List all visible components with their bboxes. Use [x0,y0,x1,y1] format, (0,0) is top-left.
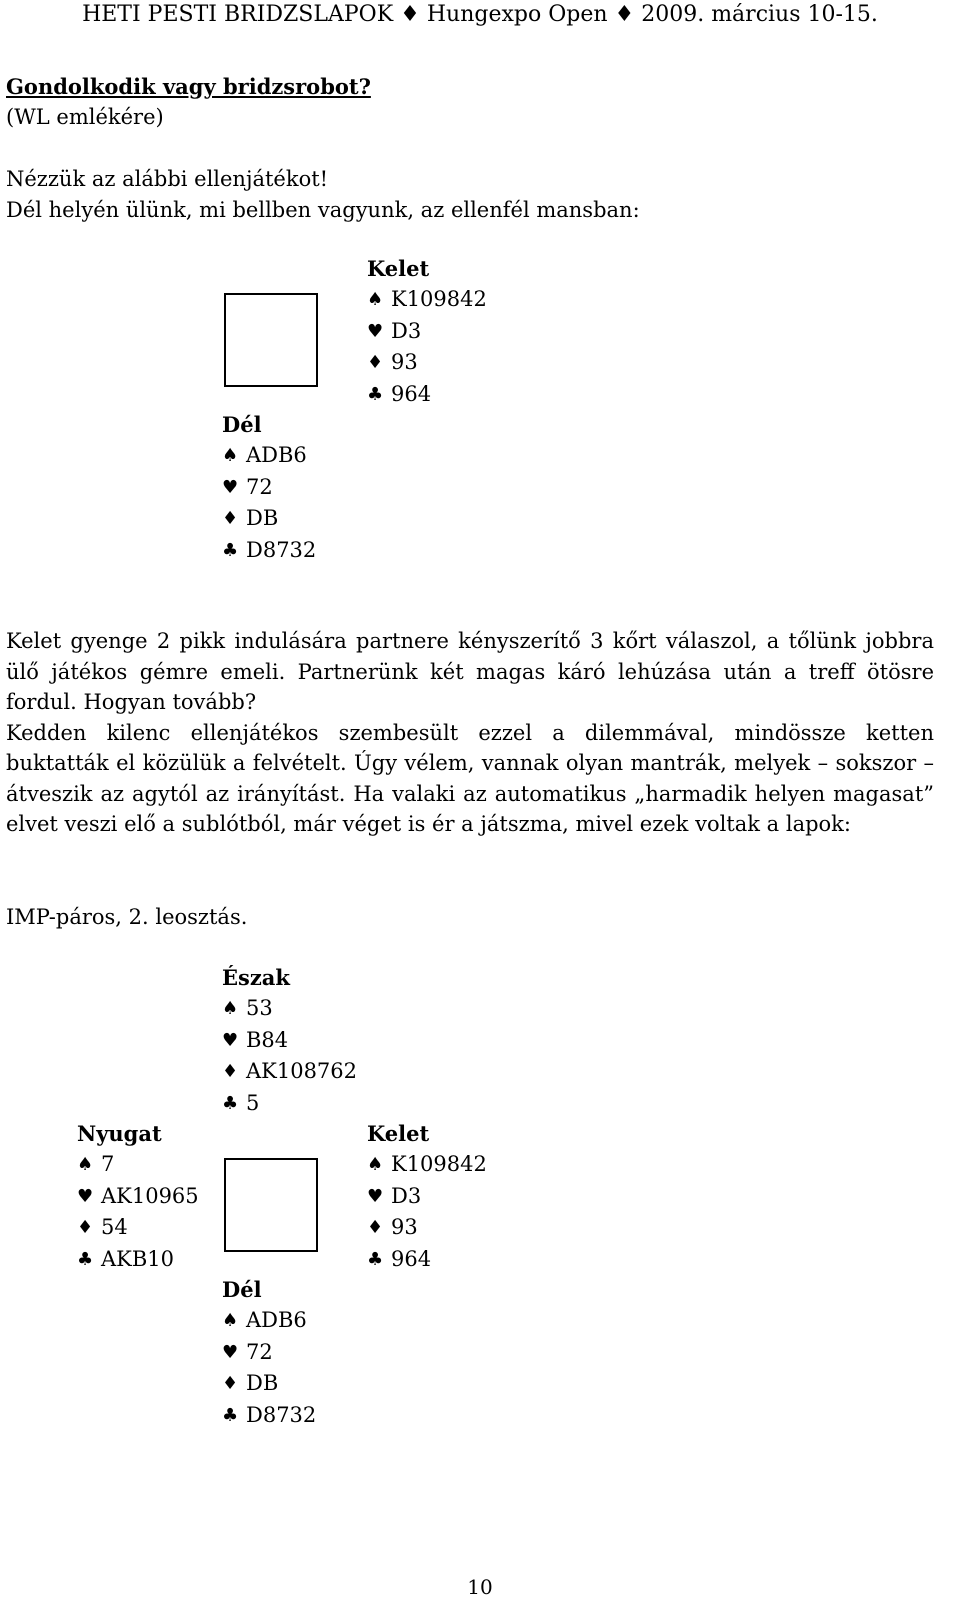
hand-name: Dél [222,1277,262,1302]
page-header: HETI PESTI BRIDZSLAPOK ♦ Hungexpo Open ♦ 2009. március 10-15. [82,2,878,27]
diagram2-nyugat-hand [77,1118,199,1275]
article-subtitle: (WL emlékére) [6,105,164,129]
diamond-icon: ♦ [367,1217,384,1239]
club-icon: ♣ [367,383,384,405]
diagram2-del-hand [222,1274,316,1431]
hearts-holding: D3 [391,318,422,343]
hearts-holding: 72 [246,1339,273,1364]
spades-holding: ADB6 [246,443,307,468]
clubs-holding: 5 [246,1090,260,1115]
deal-label: IMP-páros, 2. leosztás. [6,905,248,929]
diagram1-del-hand [222,409,316,566]
article-title: Gondolkodik vagy bridzsrobot? [6,74,371,99]
article-body [6,626,934,840]
hearts-holding: 72 [246,474,273,499]
diamond-icon: ♦ [77,1217,94,1239]
spades-holding: ADB6 [246,1308,307,1333]
heart-icon: ♥ [367,320,384,342]
hearts-holding: D3 [391,1183,422,1208]
hand-name: Nyugat [77,1121,162,1146]
intro-line-1: Nézzük az alábbi ellenjátékot! [6,167,329,191]
hearts-holding: B84 [246,1027,289,1052]
club-icon: ♣ [222,1092,239,1114]
spades-holding: K109842 [391,1152,487,1177]
hand-name: Kelet [367,1121,430,1146]
spade-icon: ♠ [367,1154,384,1176]
spades-holding: K109842 [391,287,487,312]
spade-icon: ♠ [222,998,239,1020]
paragraph: Kelet gyenge 2 pikk indulására partnere kényszerítő 3 kőrt válaszol, a tőlünk jobbra ülő játékos gémre emeli. Partnerünk két magas káró lehúzása után a treff ötösre fordul. Hogyan tovább? [6,629,934,714]
clubs-holding: 964 [391,381,432,406]
spades-holding: 7 [101,1152,115,1177]
diamond-icon: ♦ [222,508,239,530]
diamond-icon: ♦ [367,352,384,374]
hearts-holding: AK10965 [101,1183,199,1208]
paragraph: Kedden kilenc ellenjátékos szembesült ezzel a dilemmával, mindössze ketten buktatták el közülük a felvételt. Úgy vélem, vannak olyan mantrák, melyek – sokszor – átveszik az agytól az irányítást. Ha valaki az automatikus „harmadik helyen magasat” elvet veszi elő a sublótból, már véget is ér a játszma, mivel ezek voltak a lapok: [6,720,934,836]
heart-icon: ♥ [367,1185,384,1207]
diagram2-kelet-hand [367,1118,487,1275]
diamonds-holding: AK108762 [246,1059,358,1084]
diagram2-table-square [224,1158,318,1252]
diamonds-holding: 54 [101,1215,128,1240]
club-icon: ♣ [222,1404,239,1426]
heart-icon: ♥ [222,476,239,498]
diamonds-holding: 93 [391,1215,418,1240]
diagram2-eszak-hand [222,962,357,1119]
diamond-icon: ♦ [222,1061,239,1083]
diamond-icon: ♦ [222,1373,239,1395]
diagram1-kelet-hand [367,253,487,410]
spade-icon: ♠ [77,1154,94,1176]
page-number: 10 [467,1575,493,1599]
diamonds-holding: 93 [391,350,418,375]
diamonds-holding: DB [246,1371,279,1396]
spades-holding: 53 [246,996,273,1021]
spade-icon: ♠ [367,289,384,311]
heart-icon: ♥ [77,1185,94,1207]
hand-name: Észak [222,965,290,990]
heart-icon: ♥ [222,1341,239,1363]
clubs-holding: AKB10 [101,1246,175,1271]
club-icon: ♣ [222,539,239,561]
intro-line-2: Dél helyén ülünk, mi bellben vagyunk, az ellenfél mansban: [6,198,640,222]
hand-name: Kelet [367,256,430,281]
diagram1-table-square [224,293,318,387]
spade-icon: ♠ [222,445,239,467]
clubs-holding: D8732 [246,1402,317,1427]
heart-icon: ♥ [222,1029,239,1051]
spade-icon: ♠ [222,1310,239,1332]
diamonds-holding: DB [246,506,279,531]
club-icon: ♣ [77,1248,94,1270]
club-icon: ♣ [367,1248,384,1270]
clubs-holding: D8732 [246,537,317,562]
clubs-holding: 964 [391,1246,432,1271]
hand-name: Dél [222,412,262,437]
